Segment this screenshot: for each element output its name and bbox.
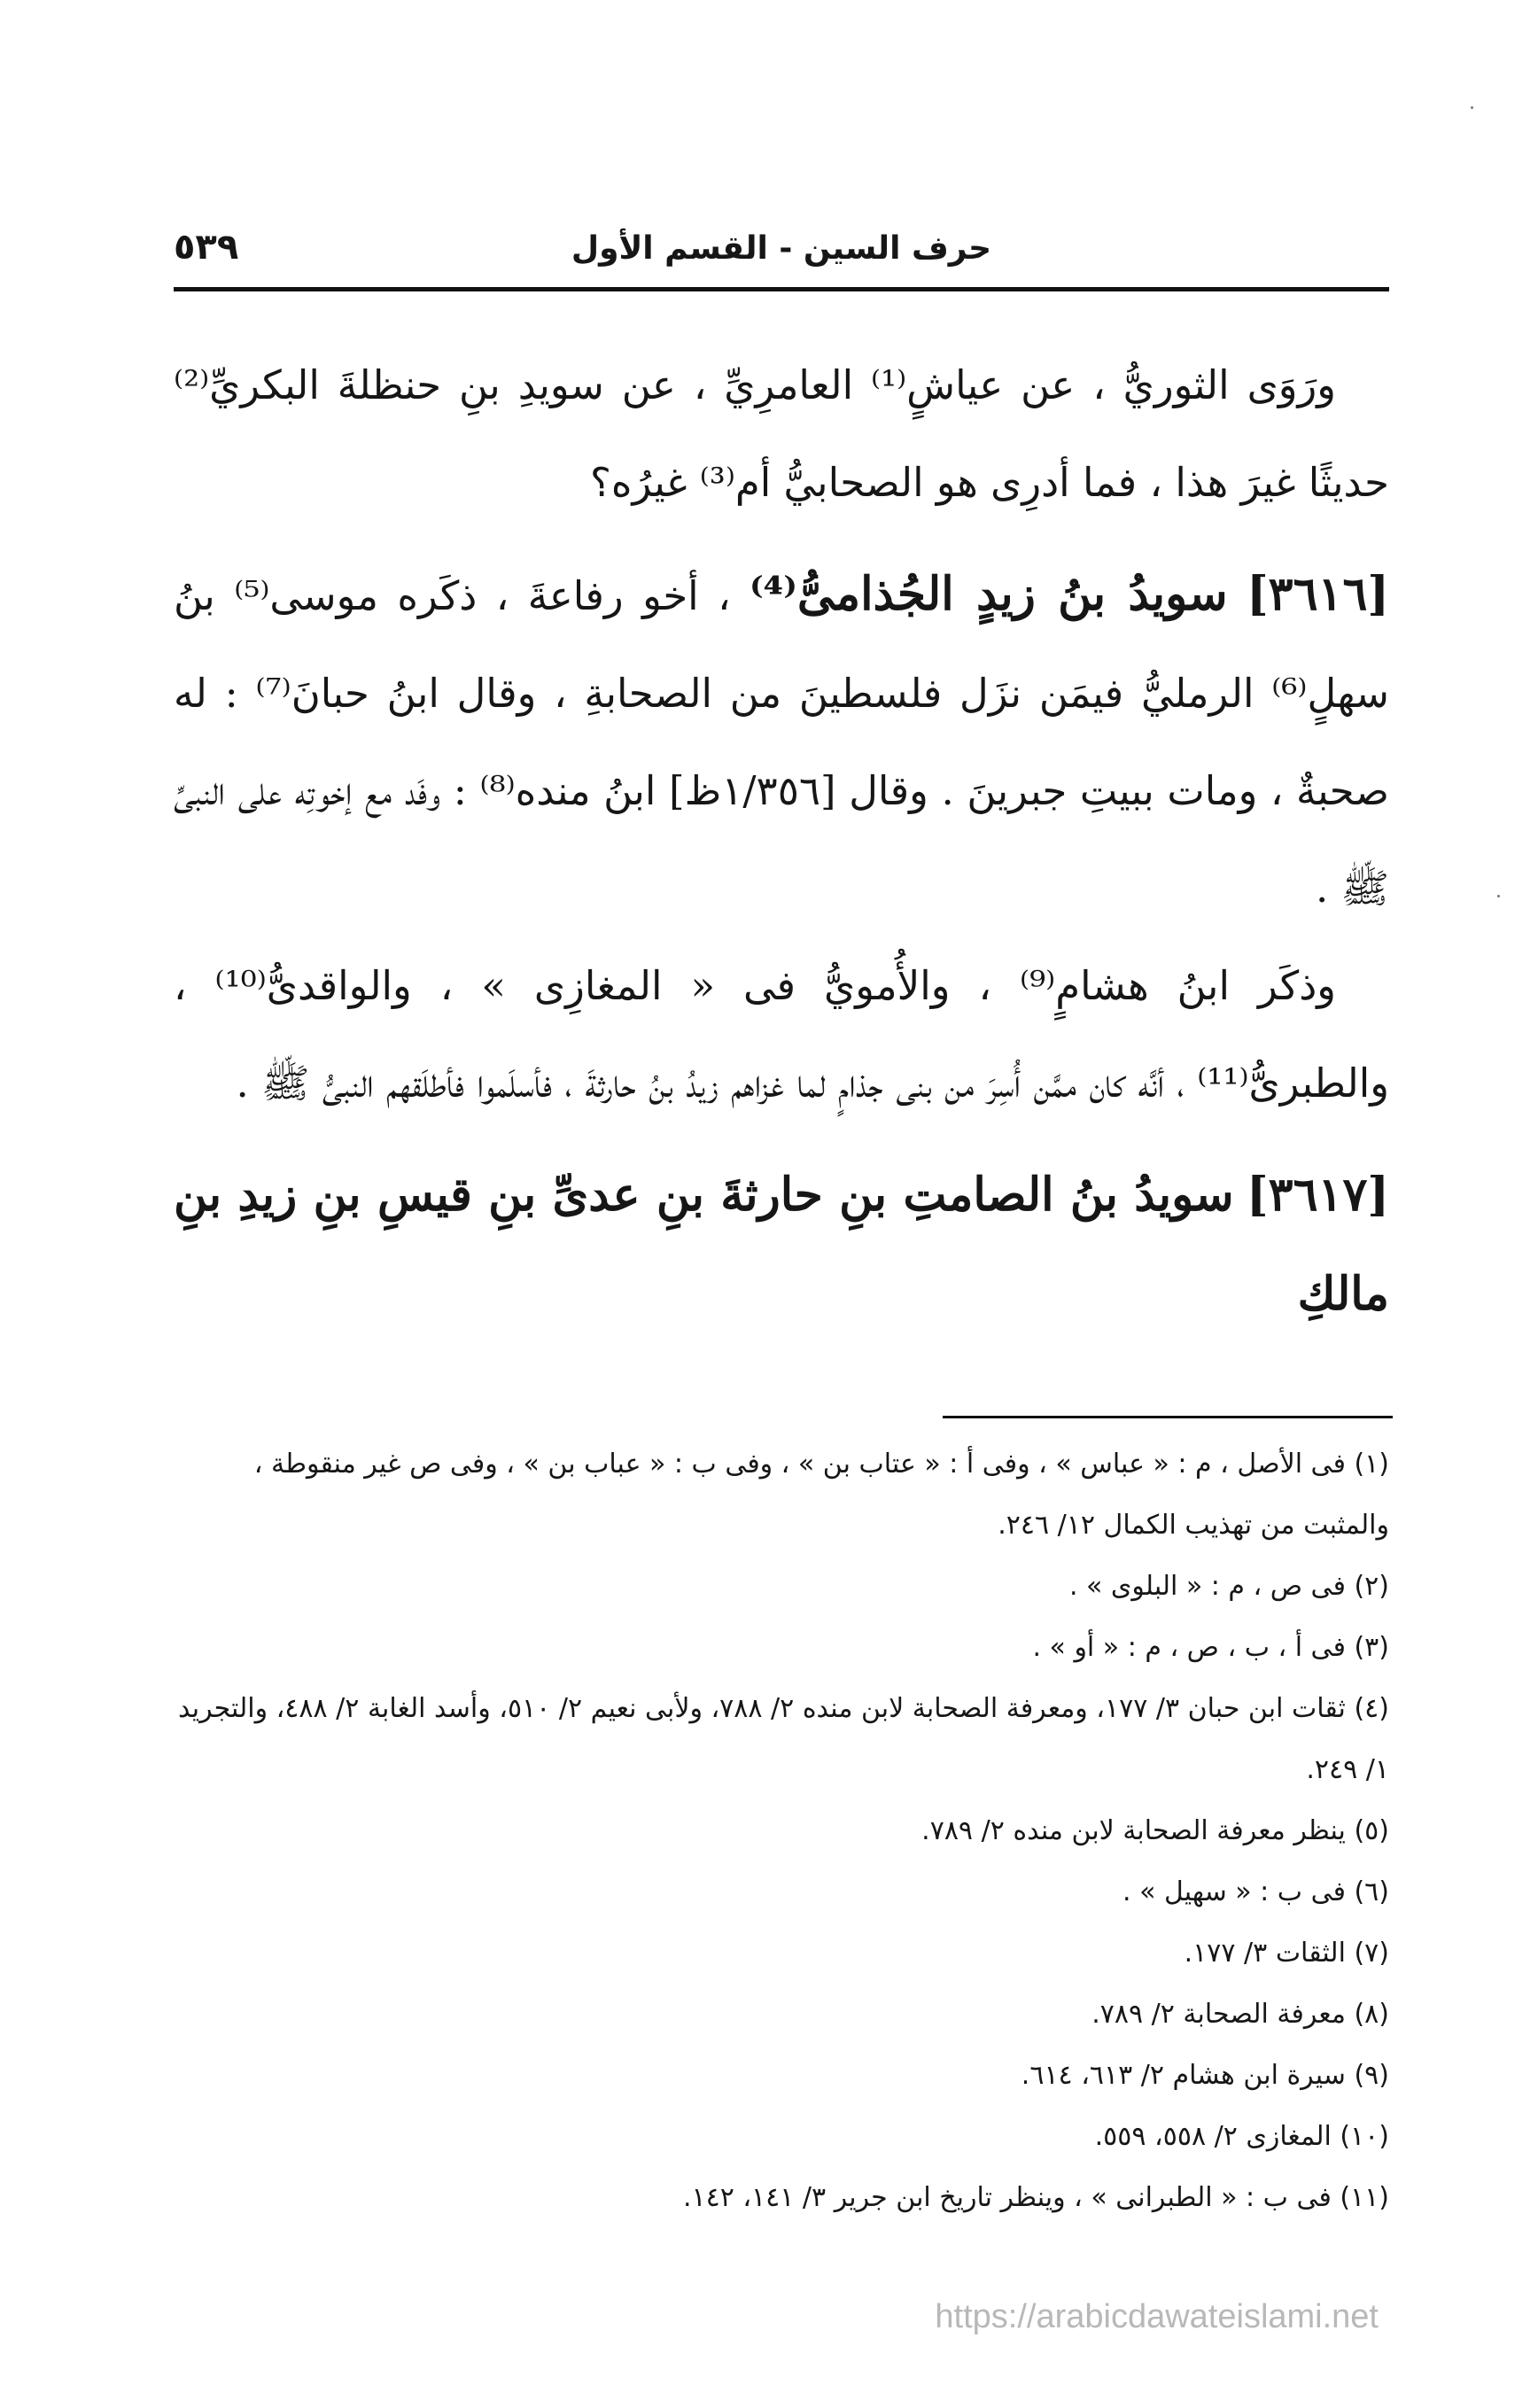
main-text (174, 337, 1389, 1345)
paragraph: ورَوَى الثوريُّ ، عن عياشٍ⁽¹⁾ العامرِيِّ ، عن سويدِ بنِ حنظلةَ البكريِّ⁽²⁾ حديثًا غيرَ هذا ، فما أدرِى هو الصحابيُّ أم⁽³⁾ غيرُه؟ (174, 361, 1389, 506)
footnote: (٢) فى ص ، م : « البلوى » . (1068, 1571, 1389, 1602)
entry-3616 (174, 546, 1389, 937)
entry-number: [٣٦١٦] (1247, 567, 1389, 621)
footnote: (١١) فى ب : « الطبرانى » ، وينظر تاريخ ابن جرير ٣/ ١٤١، ١٤٢. (682, 2182, 1389, 2213)
page-number: ٥٣٩ (174, 227, 239, 268)
entry-name: سويدُ بنُ زيدٍ الجُذامىُّ⁽⁴⁾ (750, 567, 1228, 621)
paragraph: وذكَر ابنُ هشامٍ⁽⁹⁾ ، والأُمويُّ فى « المغازِى » ، والواقدىُّ⁽¹⁰⁾ ، والطبرىُّ⁽¹¹⁾ ، أنَّه كان ممَّن أُسِرَ من بنى جذامٍ لما غزاهم زيدُ بنُ حارثةَ ، فأسلَموا فأطلَقهم النبىُّ ﷺ . (174, 962, 1389, 1107)
entry-number: [٣٦١٧] (1247, 1168, 1389, 1222)
footnote-separator (943, 1416, 1393, 1418)
scan-speck (1471, 106, 1473, 109)
entry-text: ، أخو رفاعةَ ، ذكَره موسى⁽⁵⁾ بنُ سهلٍ⁽⁶⁾ الرمليُّ فيمَن نزَل فلسطينَ من الصحابةِ ، وقال ابنُ حبانَ⁽⁷⁾ : له صحبةٌ ، ومات ببيتِ جبرينَ . وقال [١/٣٥٦ظ] ابنُ منده⁽⁸⁾ : وفَد مع إخوتِه على النبىِّ ﷺ . (174, 572, 1389, 912)
watermark-url: https://arabicdawateislami.net (935, 2298, 1379, 2335)
header-rule (174, 287, 1389, 291)
footnote: (١) فى الأصل ، م : « عباس » ، وفى أ : « عتاب بن » ، وفى ب : « عباب بن » ، وفى ص غير منقوطة ، والمثبت من تهذيب الكمال ١٢/ ٢٤٦. (253, 1449, 1389, 1541)
footnote: (٥) ينظر معرفة الصحابة لابن منده ٢/ ٧٨٩. (921, 1815, 1389, 1846)
footnote: (٩) سيرة ابن هشام ٢/ ٦١٣، ٦١٤. (1021, 2060, 1389, 2091)
footnote: (١٠) المغازى ٢/ ٥٥٨، ٥٥٩. (1094, 2121, 1389, 2152)
footnote: (٧) الثقات ٣/ ١٧٧. (1184, 1938, 1389, 1969)
running-header (174, 221, 1389, 275)
running-title: حرف السين - القسم الأول (571, 229, 992, 267)
entry-3617 (174, 1146, 1389, 1345)
footnote: (٤) ثقات ابن حبان ٣/ ١٧٧، ومعرفة الصحابة لابن منده ٢/ ٧٨٨، ولأبى نعيم ٢/ ٥١٠، وأسد الغابة ٢/ ٤٨٨، والتجريد ١/ ٢٤٩. (178, 1693, 1389, 1785)
footnotes (174, 1433, 1389, 2228)
scan-speck (1497, 895, 1500, 897)
footnote: (٨) معرفة الصحابة ٢/ ٧٨٩. (1091, 1999, 1389, 2030)
entry-name: سويدُ بنُ الصامتِ بنِ حارثةَ بنِ عدىِّ بنِ قيسِ بنِ زيدِ بنِ مالكِ (174, 1168, 1389, 1321)
footnote: (٦) فى ب : « سهيل » . (1122, 1876, 1389, 1907)
footnote: (٣) فى أ ، ب ، ص ، م : « أو » . (1032, 1632, 1389, 1663)
